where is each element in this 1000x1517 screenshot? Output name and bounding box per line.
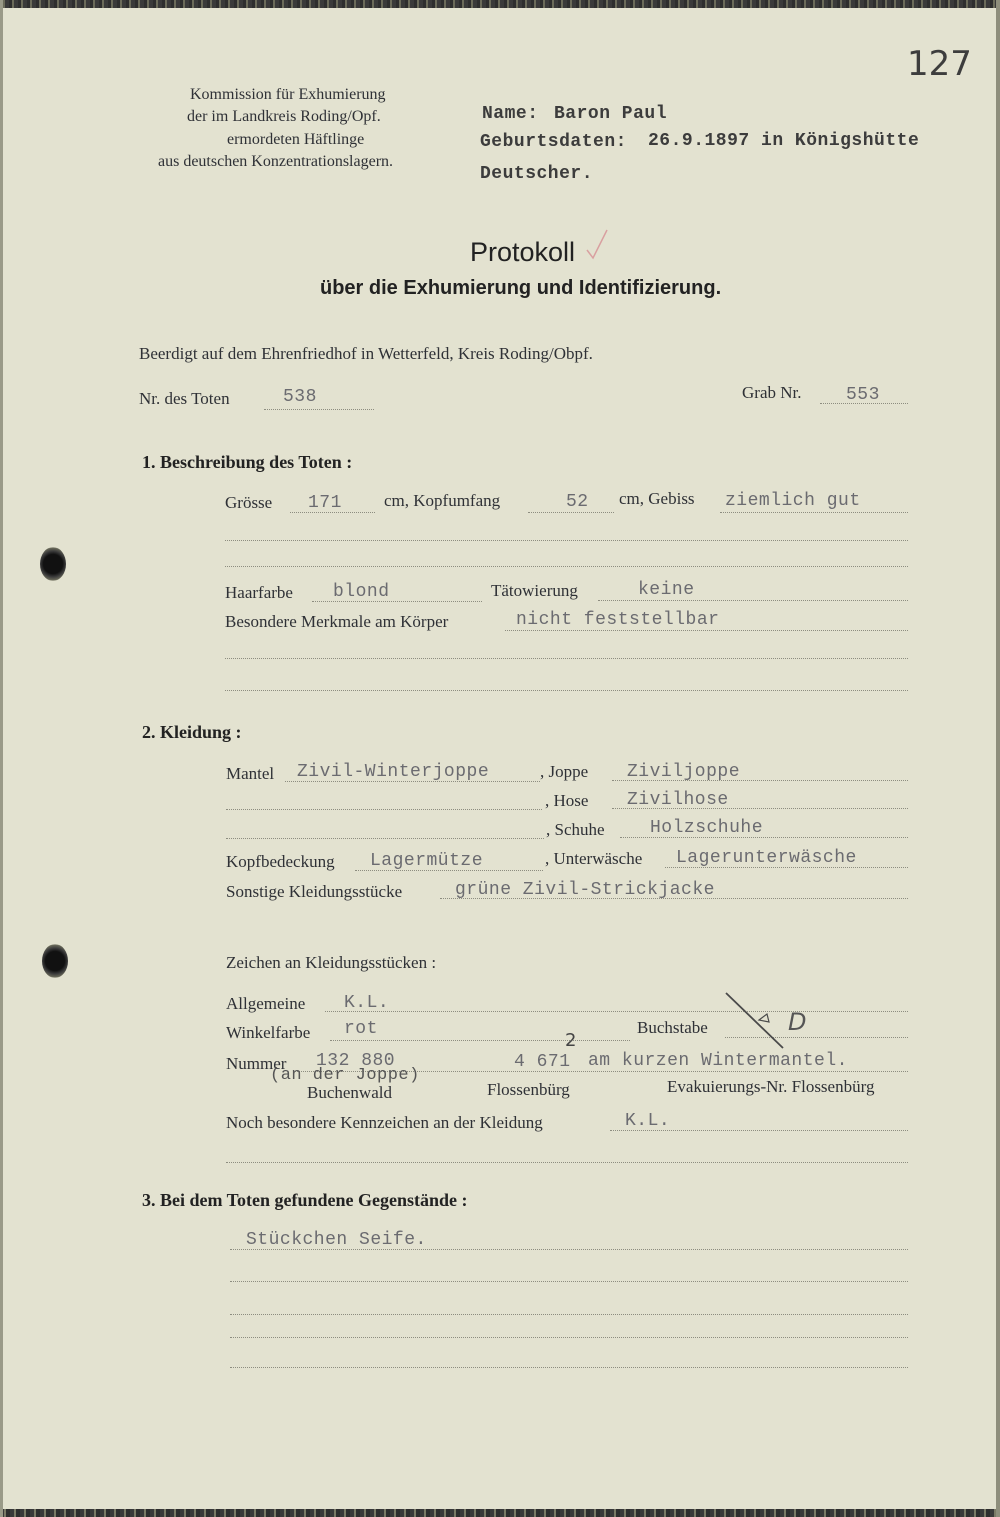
triangle-color-value: rot <box>344 1019 378 1039</box>
headwear-label: Kopfbedeckung <box>226 852 335 871</box>
other-marks-label: Noch besondere Kennzeichen an der Kleidung <box>226 1113 543 1132</box>
head-circumference-value: 52 <box>566 492 589 512</box>
tattoo-value: keine <box>638 580 695 600</box>
shoes-value: Holzschuhe <box>650 818 764 838</box>
evacuation-number-label: Evakuierungs-Nr. Flossenbürg <box>667 1077 875 1096</box>
teeth-value: ziemlich gut <box>725 491 861 511</box>
head-circumference-label: cm, Kopfumfang <box>384 491 501 510</box>
shoes-label: , Schuhe <box>546 820 605 839</box>
punch-hole-icon <box>42 944 68 978</box>
special-marks-value: nicht feststellbar <box>516 610 720 630</box>
commission-line-4: aus deutschen Konzentrationslagern. <box>158 153 394 170</box>
second-number-correction: 2 <box>565 1030 577 1051</box>
headwear-value: Lagermütze <box>370 851 484 871</box>
burial-place: Beerdigt auf dem Ehrenfriedhof in Wetterfeld, Kreis Roding/Obpf. <box>139 344 593 363</box>
triangle-color-label: Winkelfarbe <box>226 1023 311 1042</box>
found-item-1: Stückchen Seife. <box>246 1230 427 1250</box>
jacket-value: Ziviljoppe <box>627 762 741 782</box>
dead-number-value: 538 <box>283 387 317 407</box>
scan-edge-right <box>996 0 1000 1517</box>
coat-label: Mantel <box>226 764 275 783</box>
red-check-mark-icon <box>585 228 609 262</box>
other-clothing-value: grüne Zivil-Strickjacke <box>455 880 715 900</box>
name-value: Baron Paul <box>554 104 668 124</box>
section-3-heading: 3. Bei dem Toten gefundene Gegenstände : <box>142 1190 468 1210</box>
jacket-label: , Joppe <box>540 762 589 781</box>
grave-number-value: 553 <box>846 385 880 405</box>
height-label: Grösse <box>225 493 273 512</box>
underwear-value: Lagerunterwäsche <box>676 848 857 868</box>
scan-edge-bottom <box>0 1509 1000 1517</box>
letter-label: Buchstabe <box>637 1018 708 1037</box>
birth-label: Geburtsdaten: <box>480 132 627 152</box>
other-marks-value: K.L. <box>625 1111 671 1131</box>
trousers-value: Zivilhose <box>627 790 729 810</box>
scan-edge-top <box>0 0 1000 8</box>
section-1-heading: 1. Beschreibung des Toten : <box>142 452 353 472</box>
section-2-heading: 2. Kleidung : <box>142 722 242 742</box>
hair-color-value: blond <box>333 582 390 602</box>
strikethrough-mark-icon <box>723 990 788 1052</box>
letter-value: D <box>788 1008 807 1036</box>
hair-color-label: Haarfarbe <box>225 583 293 602</box>
underwear-label: , Unterwäsche <box>545 849 643 868</box>
number-value: 132 880 <box>316 1051 396 1071</box>
teeth-label: cm, Gebiss <box>619 489 695 508</box>
height-value: 171 <box>308 493 342 513</box>
trousers-label: , Hose <box>545 791 589 810</box>
commission-line-3: ermordeten Häftlinge <box>227 131 365 148</box>
grave-number-label: Grab Nr. <box>742 383 802 402</box>
number-camp: Buchenwald <box>307 1083 392 1102</box>
punch-hole-icon <box>40 547 66 581</box>
tattoo-label: Tätowierung <box>491 581 578 600</box>
clothing-marks-heading: Zeichen an Kleidungsstücken : <box>226 953 437 972</box>
page-subtitle: über die Exhumierung und Identifizierung. <box>320 277 722 299</box>
other-clothing-label: Sonstige Kleidungsstücke <box>226 882 403 901</box>
commission-line-1: Kommission für Exhumierung <box>190 86 386 103</box>
second-number-value: 4 671 <box>514 1052 571 1072</box>
name-label: Name: <box>482 104 539 124</box>
number-note: (an der Joppe) <box>270 1066 420 1085</box>
scan-edge-left <box>0 0 3 1517</box>
general-marks-label: Allgemeine <box>226 994 306 1013</box>
number-label: Nummer <box>226 1054 287 1073</box>
birth-value: 26.9.1897 in Königshütte <box>648 131 920 151</box>
second-number-note: am kurzen Wintermantel. <box>588 1051 848 1071</box>
special-marks-label: Besondere Merkmale am Körper <box>225 612 449 631</box>
general-marks-value: K.L. <box>344 993 390 1013</box>
nationality: Deutscher. <box>480 164 594 184</box>
page-title: Protokoll <box>470 237 576 267</box>
coat-value: Zivil-Winterjoppe <box>297 762 490 782</box>
commission-line-2: der im Landkreis Roding/Opf. <box>187 108 381 125</box>
dead-number-label: Nr. des Toten <box>139 389 230 408</box>
page-number: 127 <box>907 44 972 84</box>
second-number-camp: Flossenbürg <box>487 1080 570 1099</box>
